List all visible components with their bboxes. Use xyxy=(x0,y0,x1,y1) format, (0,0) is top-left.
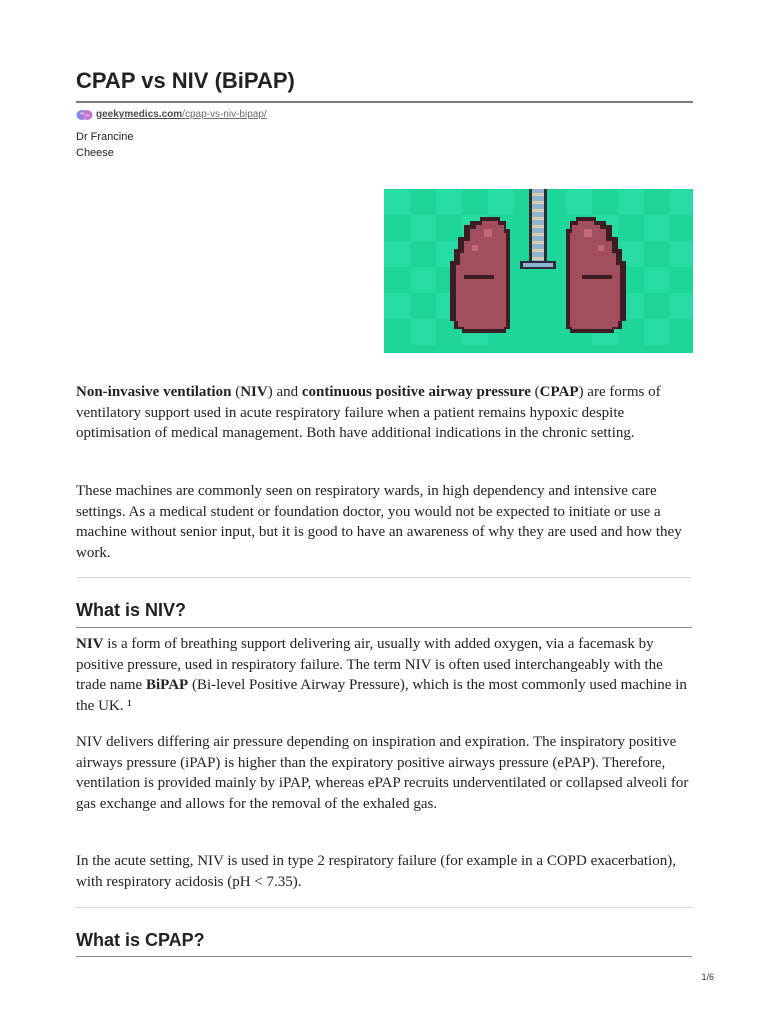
niv-paragraph-1 xyxy=(76,634,696,716)
cpap-term: continuous positive airway pressure xyxy=(301,384,531,400)
author-first-line: Dr Francine xyxy=(76,131,134,143)
text-fragment: (Bi-level Positive Airway Pressure), which is the most commonly used machine in the UK. ¹ xyxy=(76,677,687,714)
text-fragment: ( xyxy=(534,384,540,400)
intro-paragraph-1 xyxy=(76,382,696,444)
author-last-line: Cheese xyxy=(76,147,114,159)
source-path-link[interactable]: /cpap-vs-niv-bipap/ xyxy=(182,109,267,120)
niv-abbr-2: NIV xyxy=(76,636,104,652)
source-domain-link[interactable]: geekymedics.com xyxy=(96,109,183,120)
intro-paragraph-2: These machines are commonly seen on respiratory wards, in high dependency and intensive care settings. As a medical student or foundation doctor, you would not be expected to initiate or use a machine without senior input, but it is good to have an awareness of why they are used and how they work. xyxy=(76,483,682,561)
page-number: 1/6 xyxy=(701,972,714,982)
heading-underline xyxy=(76,627,692,628)
source-link-row[interactable] xyxy=(76,108,267,122)
text-fragment: ) are forms of ventilatory support used in acute respiratory failure when a patient remains hypoxic despite optimisation of medical management. Both have additional indications in the chronic setting. xyxy=(76,384,661,441)
niv-term: Non-invasive ventilation xyxy=(76,384,232,400)
heading-underline xyxy=(76,956,692,957)
niv-paragraph-3: In the acute setting, NIV is used in type 2 respiratory failure (for example in a COPD exacerbation), with respiratory acidosis (pH < 7.35). xyxy=(76,853,676,890)
bipap-term: BiPAP xyxy=(145,677,189,693)
text-fragment: ( xyxy=(231,384,241,400)
author-name xyxy=(76,129,166,161)
section-divider xyxy=(76,577,692,578)
brain-logo-icon xyxy=(76,109,93,121)
cpap-abbr: CPAP xyxy=(539,384,579,400)
title-divider xyxy=(76,101,693,103)
section-divider xyxy=(76,907,692,908)
niv-abbr: NIV xyxy=(240,384,268,400)
niv-paragraph-2: NIV delivers differing air pressure depending on inspiration and expiration. The inspiratory positive airways pressure (iPAP) is higher than the expiratory positive airways pressure (ePAP). Therefore, ventilation is provided mainly by iPAP, whereas ePAP recruits underventilated or collapsed alveoli for gas exchange and allows for the removal of the exhaled gas. xyxy=(76,734,689,812)
section-heading-cpap: What is CPAP? xyxy=(76,930,205,950)
section-heading-niv: What is NIV? xyxy=(76,600,187,620)
text-fragment: ) and xyxy=(267,384,302,400)
text-fragment: is a form of breathing support delivering air, usually with added oxygen, via a facemask by positive pressure, used in respiratory failure. The term NIV is often used interchangeably with the trade name xyxy=(76,636,663,693)
page-title: CPAP vs NIV (BiPAP) xyxy=(76,68,295,93)
lungs-illustration xyxy=(384,189,693,353)
